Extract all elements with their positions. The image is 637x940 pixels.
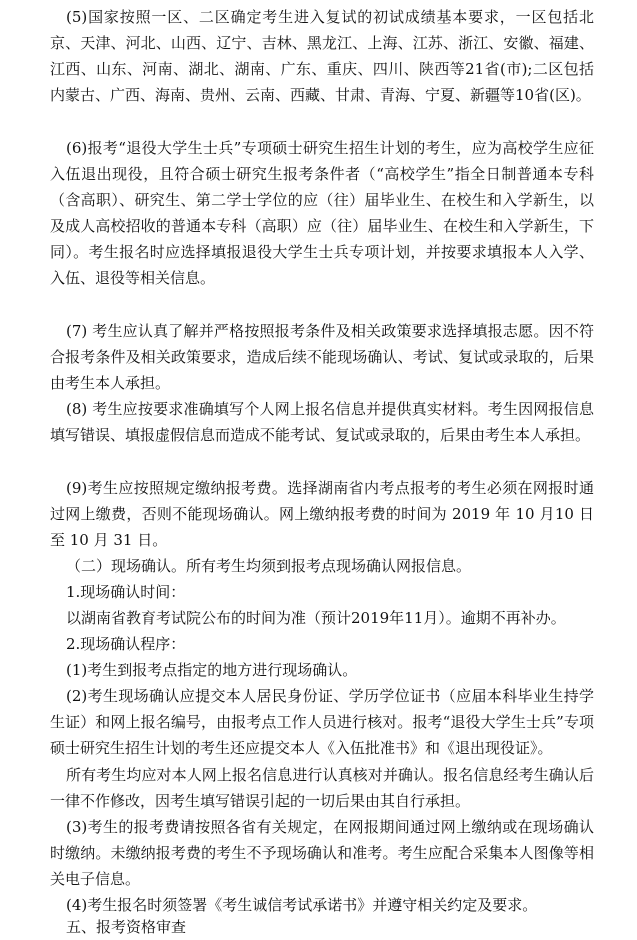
section-heading-qualification-review: 五、报考资格审查	[66, 918, 187, 936]
paragraph-procedure-documents: (2)考生现场确认应提交本人居民身份证、学历学位证书（应届本科毕业生持学生证）和网上报名编号，由报考点工作人员进行核对。报考“退役大学生士兵”专项硕士研究生招生计划的考生还应提交本人《入伍批准书》和《退出现役证》。	[50, 687, 594, 757]
paragraph-fee-payment-rules: (3)考生的报考费请按照各省有关规定，在网报期间通过网上缴纳或在现场确认时缴纳。未缴纳报考费的考生不予现场确认和准考。考生应配合采集本人图像等相关电子信息。	[50, 818, 594, 888]
subheading-confirmation-procedure: 2.现场确认程序：	[66, 635, 186, 653]
paragraph-registration-fee: (9)考生应按照规定缴纳报考费。选择湖南省内考点报考的考生必须在网报时通过网上缴费，否则不能现场确认。网上缴纳报考费的时间为 2019 年 10 月10 日至 10 月 31 日。	[50, 479, 594, 549]
paragraph-eligibility-responsibility: (7) 考生应认真了解并严格按照报考条件及相关政策要求选择填报志愿。因不符合报考条件及相关政策要求，造成后续不能现场确认、考试、复试或录取的，后果由考生本人承担。	[50, 322, 594, 392]
section-heading-onsite-confirmation: （二）现场确认。所有考生均须到报考点现场确认网报信息。	[66, 557, 472, 575]
paragraph-verify-information: 所有考生均应对本人网上报名信息进行认真核对并确认。报名信息经考生确认后一律不作修改，因考生填写错误引起的一切后果由其自行承担。	[50, 766, 594, 810]
subheading-confirmation-time: 1.现场确认时间：	[66, 583, 186, 601]
paragraph-integrity-pledge: (4)考生报名时须签署《考生诚信考试承诺书》并遵守相关约定及要求。	[66, 896, 538, 914]
paragraph-procedure-location: (1)考生到报考点指定的地方进行现场确认。	[66, 661, 358, 679]
paragraph-veteran-student-plan: (6)报考“退役大学生士兵”专项硕士研究生招生计划的考生，应为高校学生应征入伍退出现役，且符合硕士研究生报考条件者（“高校学生”指全日制普通本专科（含高职）、研究生、第二学士学位的应（往）届毕业生、在校生和入学新生，以及成人高校招收的普通本专科（高职）应（往）届毕业生、在校生和入学新生，下同）。考生报名时应选择填报退役大学生士兵专项计划，并按要求填报本人入学、入伍、退役等相关信息。	[50, 139, 594, 287]
paragraph-confirmation-time-detail: 以湖南省教育考试院公布的时间为准（预计2019年11月）。逾期不再补办。	[66, 609, 566, 627]
paragraph-region-score-requirements: (5)国家按照一区、二区确定考生进入复试的初试成绩基本要求，一区包括北京、天津、河北、山西、辽宁、吉林、黑龙江、上海、江苏、浙江、安徽、福建、江西、山东、河南、湖北、湖南、广东、重庆、四川、陕西等21省(市);二区包括内蒙古、广西、海南、贵州、云南、西藏、甘肃、青海、宁夏、新疆等10省(区)。	[50, 8, 594, 104]
paragraph-accurate-information: (8) 考生应按要求准确填写个人网上报名信息并提供真实材料。考生因网报信息填写错误、填报虚假信息而造成不能考试、复试或录取的，后果由考生本人承担。	[50, 400, 594, 444]
